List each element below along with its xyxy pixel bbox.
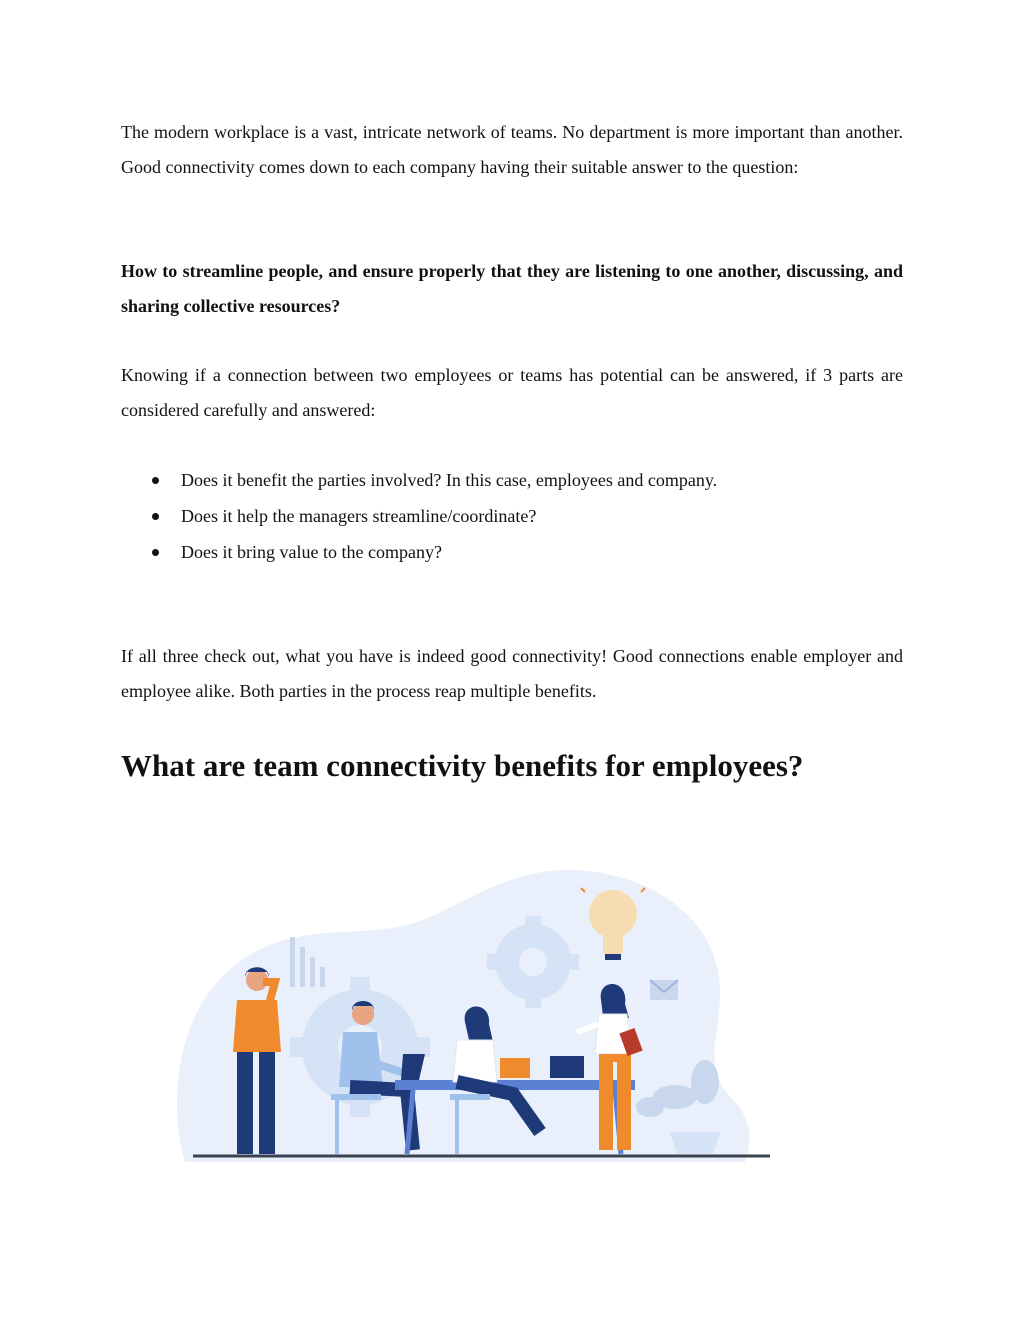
key-question-paragraph: How to streamline people, and ensure properly that they are listening to one another, discussing, and sharing collective resources? [121,261,903,316]
list-item [121,498,903,534]
conclusion-paragraph: If all three check out, what you have is indeed good connectivity! Good connections enable employer and employee alike. Both parties in the process reap multiple benefits. [121,646,903,701]
section-heading: What are team connectivity benefits for employees? [121,748,804,783]
envelope-icon [650,980,678,1000]
list-item-text: Does it benefit the parties involved? In this case, employees and company. [181,470,718,490]
criteria-list [121,462,903,570]
bullet-icon [152,549,159,556]
intro-paragraph: The modern workplace is a vast, intricate network of teams. No department is more important than another. Good connectivity comes down to each company having their suitable answer to the question: [121,122,903,177]
team-meeting-illustration [145,832,795,1172]
list-item-text: Does it help the managers streamline/coordinate? [181,506,537,526]
criteria-intro-paragraph: Knowing if a connection between two employees or teams has potential can be answered, if 3 parts are considered carefully and answered: [121,365,903,420]
bullet-icon [152,513,159,520]
list-item [121,462,903,498]
bullet-icon [152,477,159,484]
laptop-icon [550,1056,584,1078]
list-item-text: Does it bring value to the company? [181,542,442,562]
list-item [121,534,903,570]
